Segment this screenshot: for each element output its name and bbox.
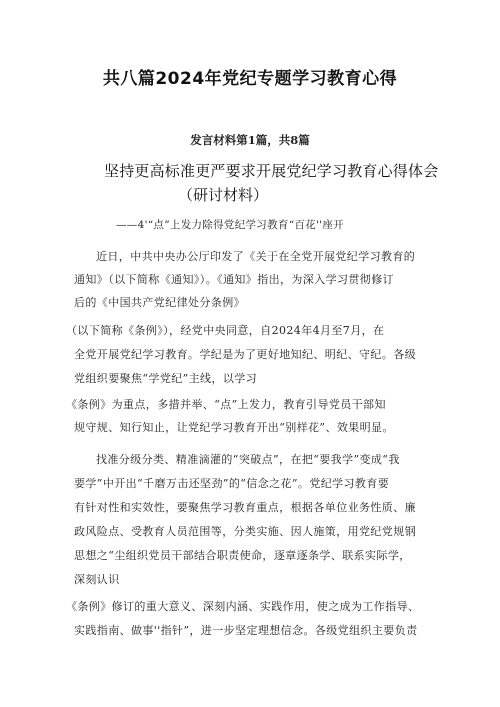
paragraph-line: 全党开展党纪学习教育。学纪是为了更好地知纪、明纪、守纪。各级: [74, 348, 416, 361]
article-heading: 坚持更高标准更严要求开展党纪学习教育心得体会: [104, 162, 439, 180]
paragraph-line: 政风险点、受教育人员范围等，分类实施、因人施策，用党纪党规钢: [74, 525, 416, 538]
article-byline: ——4'“点”上发力除得党纪学习教育“百花''座开: [116, 219, 344, 231]
paragraph-line: 有针对性和实效性，要聚焦学习教育重点，根据各单位业务性质、廉: [74, 501, 416, 514]
paragraph-line: 找准分级分类、精准滴灌的“突破点”，在把“要我学”变成“我: [96, 453, 400, 466]
paragraph-line: 深刻认识: [74, 573, 120, 586]
paragraph-line: 思想之“尘组织党员干部结合职责使命，逐章逐条学、联系实际学，: [74, 549, 411, 562]
paragraph-line: 党组织要聚焦“学党纪”主线，以学习: [74, 372, 258, 385]
paragraph-line: 实践指南、做事''指针”，进一步坚定理想信念。各级党组织主要负责: [74, 624, 418, 637]
paragraph-line: 规守规、知行知止，让党纪学习教育开出“别样花”、效果明显。: [74, 421, 394, 434]
paragraph-line: 要学”中开出“千磨万击还坚劲”的“信念之花”。党纪学习教育要: [74, 477, 390, 490]
document-subtitle: 发言材料第1篇，共8篇: [190, 133, 310, 147]
article-heading-note: （研讨材料）: [178, 186, 269, 204]
paragraph-line: 《条例》为重点，多措并举、“点”上发力，教育引导党员干部知: [66, 398, 386, 411]
paragraph-line: （以下简称《条例》），经党中央同意，自2024年4月至7月，在: [66, 324, 385, 337]
document-title: 共八篇2024年党纪专题学习教育心得: [102, 69, 398, 89]
paragraph-line: 近日，中共中央办公厅印发了《关于在全党开展党纪学习教育的: [96, 250, 416, 263]
paragraph-line: 《条例》修订的重大意义、深刻内涵、实践作用，使之成为工作指导、: [66, 600, 420, 613]
paragraph-line: 后的《中国共产党纪律处分条例》: [74, 296, 245, 309]
paragraph-line: 通知》（以下简称《通知》）。《通知》指出，为深入学习贯彻修订: [74, 273, 394, 286]
